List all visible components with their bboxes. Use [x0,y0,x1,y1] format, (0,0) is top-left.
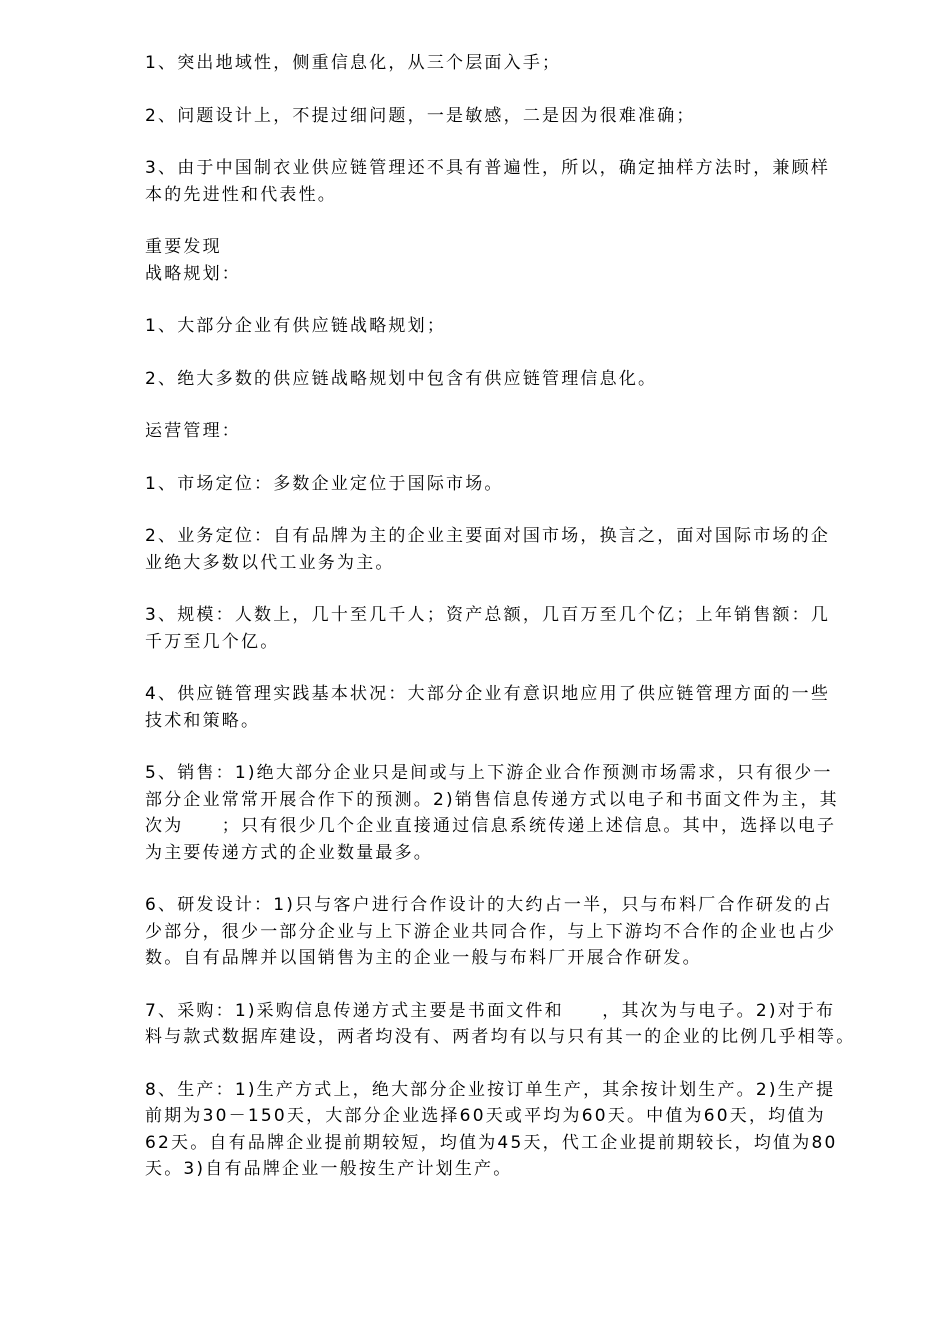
text-line: 7、采购：1)采购信息传递方式主要是书面文件和 ，其次为与电子。2)对于布 [145,1000,836,1021]
text-line: 2、问题设计上，不提过细问题，一是敏感，二是因为很难准确； [145,105,696,126]
text-line: 业绝大多数以代工业务为主。 [145,552,395,573]
text-line: 重要发现 [145,237,222,257]
text-line: 2、绝大多数的供应链战略规划中包含有供应链管理信息化。 [145,368,658,389]
text-line: 部分企业常常开展合作下的预测。2)销售信息传递方式以电子和书面文件为主，其 [145,789,839,810]
paragraph [145,760,890,866]
paragraph [145,366,890,393]
text-line: 料与款式数据库建设，两者均没有、两者均有以与只有其一的企业的比例几乎相等。 [145,1027,856,1047]
paragraph [145,892,890,972]
text-line: 技术和策略。 [145,710,261,731]
text-line: 2、业务定位：自有品牌为主的企业主要面对国市场，换言之，面对国际市场的企 [145,526,831,546]
paragraph [145,471,890,498]
document-body [145,50,890,1209]
text-line: 8、生产：1)生产方式上，绝大部分企业按订单生产，其余按计划生产。2)生产提 [145,1079,836,1100]
text-line: 3、由于中国制衣业供应链管理还不具有普遍性，所以，确定抽样方法时，兼顾样 [145,158,831,178]
paragraph [145,418,890,445]
paragraph [145,234,890,261]
text-line: 战略规划： [145,263,241,284]
text-line: 本的先进性和代表性。 [145,184,337,205]
text-line: 3、规模：人数上，几十至几千人；资产总额，几百万至几个亿；上年销售额：几 [145,605,831,625]
text-line: 6、研发设计：1)只与客户进行合作设计的大约占一半，只与布料厂合作研发的占 [145,895,833,915]
text-line: 次为 ；只有很少几个企业直接通过信息系统传递上述信息。其中，选择以电子 [145,816,837,836]
paragraph [145,313,890,340]
text-line: 1、大部分企业有供应链战略规划； [145,316,447,336]
paragraph [145,155,890,208]
paragraph [145,1077,890,1183]
text-line: 1、市场定位：多数企业定位于国际市场。 [145,473,504,494]
text-line: 天。3)自有品牌企业一般按生产计划生产。 [145,1159,513,1179]
text-line: 千万至几个亿。 [145,631,280,652]
text-line: 数。自有品牌并以国销售为主的企业一般与布料厂开展合作研发。 [145,948,702,968]
text-line: 1、突出地域性，侧重信息化，从三个层面入手； [145,53,562,73]
text-line: 运营管理： [145,421,241,441]
paragraph [145,103,890,130]
text-line: 62天。自有品牌企业提前期较短，均值为45天，代工企业提前期较长，均值为80 [145,1132,838,1153]
paragraph [145,523,890,576]
paragraph [145,998,890,1051]
text-line: 4、供应链管理实践基本状况：大部分企业有意识地应用了供应链管理方面的一些 [145,684,831,704]
text-line: 5、销售：1)绝大部分企业只是间或与上下游企业合作预测市场需求，只有很少一 [145,763,833,783]
paragraph [145,681,890,734]
paragraph [145,602,890,655]
text-line: 少部分，很少一部分企业与上下游企业共同合作，与上下游均不合作的企业也占少 [145,921,837,942]
text-line: 为主要传递方式的企业数量最多。 [145,842,433,863]
paragraph [145,261,890,288]
paragraph [145,50,890,77]
text-line: 前期为30－150天，大部分企业选择60天或平均为60天。中值为60天，均值为 [145,1106,826,1126]
